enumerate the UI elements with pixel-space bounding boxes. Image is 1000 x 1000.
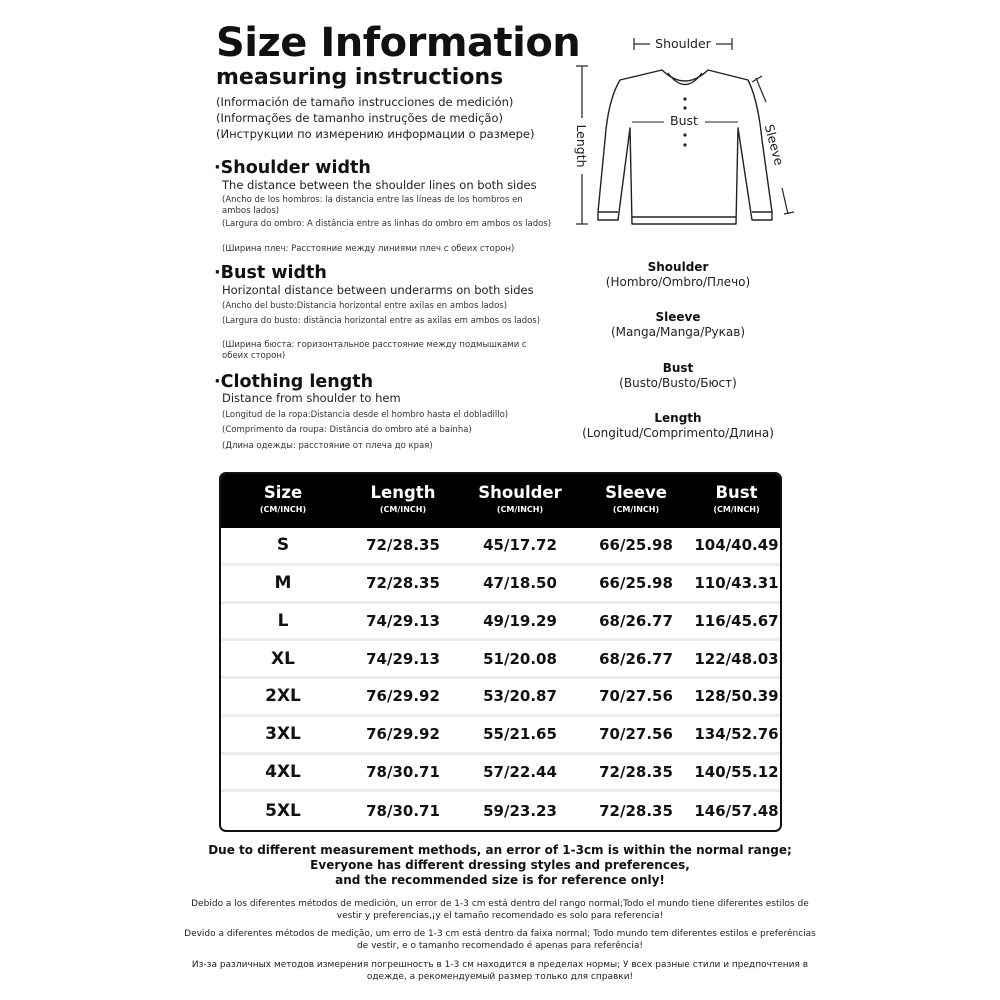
cell-length: 76/29.92 xyxy=(366,687,440,706)
cell-length: 74/29.13 xyxy=(366,611,440,630)
section-heading-bust: ·Bust width xyxy=(214,263,327,283)
sleeve-diagram-label: Sleeve xyxy=(761,122,788,168)
cell-sleeve: 68/26.77 xyxy=(599,649,673,668)
disclaimer-russian: Из-за различных методов измерения погрешность в 1-3 см находится в пределах нормы; У всех разные стили и предпочтения в одежде, а рекомендуемый размер только для справки! xyxy=(191,960,809,982)
legend-translation: (Manga/Manga/Рукав) xyxy=(610,325,746,339)
legend-name: Bust xyxy=(662,361,694,375)
section-heading-length: ·Clothing length xyxy=(214,372,374,392)
legend-name: Shoulder xyxy=(647,260,709,274)
table-row xyxy=(221,604,780,642)
cell-size: 2XL xyxy=(265,686,301,707)
legend-name: Sleeve xyxy=(655,310,701,324)
column-header-bust: Bust (CM/INCH) xyxy=(713,483,760,514)
section-note-length-es: (Longitud de la ropa:Distancia desde el hombro hasta el dobladillo) xyxy=(222,410,509,420)
cell-bust: 122/48.03 xyxy=(694,649,779,668)
table-row xyxy=(221,755,780,793)
table-body xyxy=(221,528,780,830)
subtitle-translation-pt: (Informações de tamanho instruções de medição) xyxy=(216,111,503,125)
length-diagram-label: Length xyxy=(574,124,589,168)
subtitle-translation-ru: (Инструкции по измерению информации о размере) xyxy=(216,127,535,141)
section-note-shoulder-es: (Ancho de los hombros: la distancia entre las líneas de los hombros en ambos lados) xyxy=(222,195,523,216)
cell-bust: 110/43.31 xyxy=(694,574,779,593)
page-subtitle: measuring instructions xyxy=(216,65,504,90)
legend-length xyxy=(570,411,786,440)
section-note-bust-es: (Ancho del busto:Distancia horizontal entre axilas en ambos lados) xyxy=(222,301,508,311)
legend-bust xyxy=(570,361,786,390)
section-note-shoulder-ru: (Ширина плеч: Расстояние между линиями плеч с обеих сторон) xyxy=(222,244,515,254)
cell-shoulder: 59/23.23 xyxy=(483,802,557,821)
table-row xyxy=(221,528,780,566)
size-table xyxy=(219,472,782,832)
legend-translation: (Busto/Busto/Бюст) xyxy=(619,376,737,390)
table-row xyxy=(221,679,780,717)
section-note-bust-ru: (Ширина бюста: горизонтальное расстояние между подмышками с обеих сторон) xyxy=(222,340,527,361)
section-description-shoulder: The distance between the shoulder lines on both sides xyxy=(222,178,537,192)
column-header-shoulder: Shoulder (CM/INCH) xyxy=(478,483,562,514)
cell-shoulder: 49/19.29 xyxy=(483,611,557,630)
disclaimer-portuguese: Devido a diferentes métodos de medição, um erro de 1-3 cm está dentro da faixa normal; Todo mundo tem diferentes estilos e preferências de vestir, e o tamanho recomendado é apenas para referência! xyxy=(184,929,816,951)
legend-shoulder xyxy=(570,260,786,289)
column-header-size: Size (CM/INCH) xyxy=(259,483,307,514)
section-description-length: Distance from shoulder to hem xyxy=(222,391,401,405)
cell-sleeve: 72/28.35 xyxy=(599,802,673,821)
cell-shoulder: 45/17.72 xyxy=(483,536,557,555)
cell-size: M xyxy=(274,573,292,594)
cell-shoulder: 57/22.44 xyxy=(483,762,557,781)
cell-sleeve: 66/25.98 xyxy=(599,574,673,593)
cell-sleeve: 66/25.98 xyxy=(599,536,673,555)
table-row xyxy=(221,717,780,755)
disclaimer-spanish: Debido a los diferentes métodos de medición, un error de 1-3 cm está dentro del rango normal;Todo el mundo tiene diferentes estilos de vestir y preferencias,¡y el tamaño recomendado es solo para referencia! xyxy=(191,899,809,921)
cell-size: L xyxy=(277,610,289,631)
disclaimer-english: Due to different measurement methods, an error of 1-3cm is within the normal range; Everyone has different dressing styles and preferences, and the recommended size is for reference only! xyxy=(208,843,792,887)
cell-shoulder: 55/21.65 xyxy=(483,725,557,744)
shoulder-diagram-label: Shoulder xyxy=(655,36,711,51)
legend-name: Length xyxy=(654,411,702,425)
table-row xyxy=(221,792,780,830)
cell-length: 76/29.92 xyxy=(366,725,440,744)
long-sleeve-shirt-icon xyxy=(598,70,772,224)
table-header xyxy=(221,474,780,528)
cell-shoulder: 53/20.87 xyxy=(483,687,557,706)
cell-size: 3XL xyxy=(265,724,301,745)
column-header-length: Length (CM/INCH) xyxy=(370,483,436,514)
cell-length: 78/30.71 xyxy=(366,802,440,821)
cell-sleeve: 72/28.35 xyxy=(599,762,673,781)
table-row xyxy=(221,566,780,604)
cell-size: 4XL xyxy=(265,761,301,782)
section-note-shoulder-pt: (Largura do ombro: A distância entre as linhas do ombro em ambos os lados) xyxy=(222,219,552,229)
legend-sleeve xyxy=(570,310,786,339)
bust-diagram-label: Bust xyxy=(670,113,698,128)
cell-shoulder: 51/20.08 xyxy=(483,649,557,668)
page-title: Size Information xyxy=(216,20,581,66)
section-description-bust: Horizontal distance between underarms on both sides xyxy=(222,283,534,297)
cell-sleeve: 68/26.77 xyxy=(599,611,673,630)
cell-length: 72/28.35 xyxy=(366,574,440,593)
cell-bust: 116/45.67 xyxy=(694,611,779,630)
cell-shoulder: 47/18.50 xyxy=(483,574,557,593)
cell-bust: 134/52.76 xyxy=(694,725,779,744)
column-header-sleeve: Sleeve (CM/INCH) xyxy=(605,483,667,514)
legend-translation: (Longitud/Comprimento/Длина) xyxy=(582,426,774,440)
table-row xyxy=(221,641,780,679)
cell-length: 72/28.35 xyxy=(366,536,440,555)
cell-size: 5XL xyxy=(265,801,301,822)
legend-translation: (Hombro/Ombro/Плечо) xyxy=(605,275,751,289)
section-note-bust-pt: (Largura do busto: distância horizontal entre as axilas em ambos os lados) xyxy=(222,316,541,326)
cell-size: XL xyxy=(271,648,295,669)
cell-length: 78/30.71 xyxy=(366,762,440,781)
cell-length: 74/29.13 xyxy=(366,649,440,668)
shirt-diagram xyxy=(566,28,796,236)
cell-sleeve: 70/27.56 xyxy=(599,725,673,744)
cell-bust: 140/55.12 xyxy=(694,762,779,781)
cell-size: S xyxy=(276,535,290,556)
subtitle-translation-es: (Información de tamaño instrucciones de medición) xyxy=(216,95,514,109)
section-heading-shoulder: ·Shoulder width xyxy=(214,158,371,178)
cell-bust: 104/40.49 xyxy=(694,536,779,555)
cell-bust: 128/50.39 xyxy=(694,687,779,706)
cell-bust: 146/57.48 xyxy=(694,802,779,821)
cell-sleeve: 70/27.56 xyxy=(599,687,673,706)
section-note-length-pt: (Comprimento da roupa: Distância do ombro até a bainha) xyxy=(222,425,472,435)
section-note-length-ru: (Длина одежды: расстояние от плеча до края) xyxy=(222,441,433,451)
